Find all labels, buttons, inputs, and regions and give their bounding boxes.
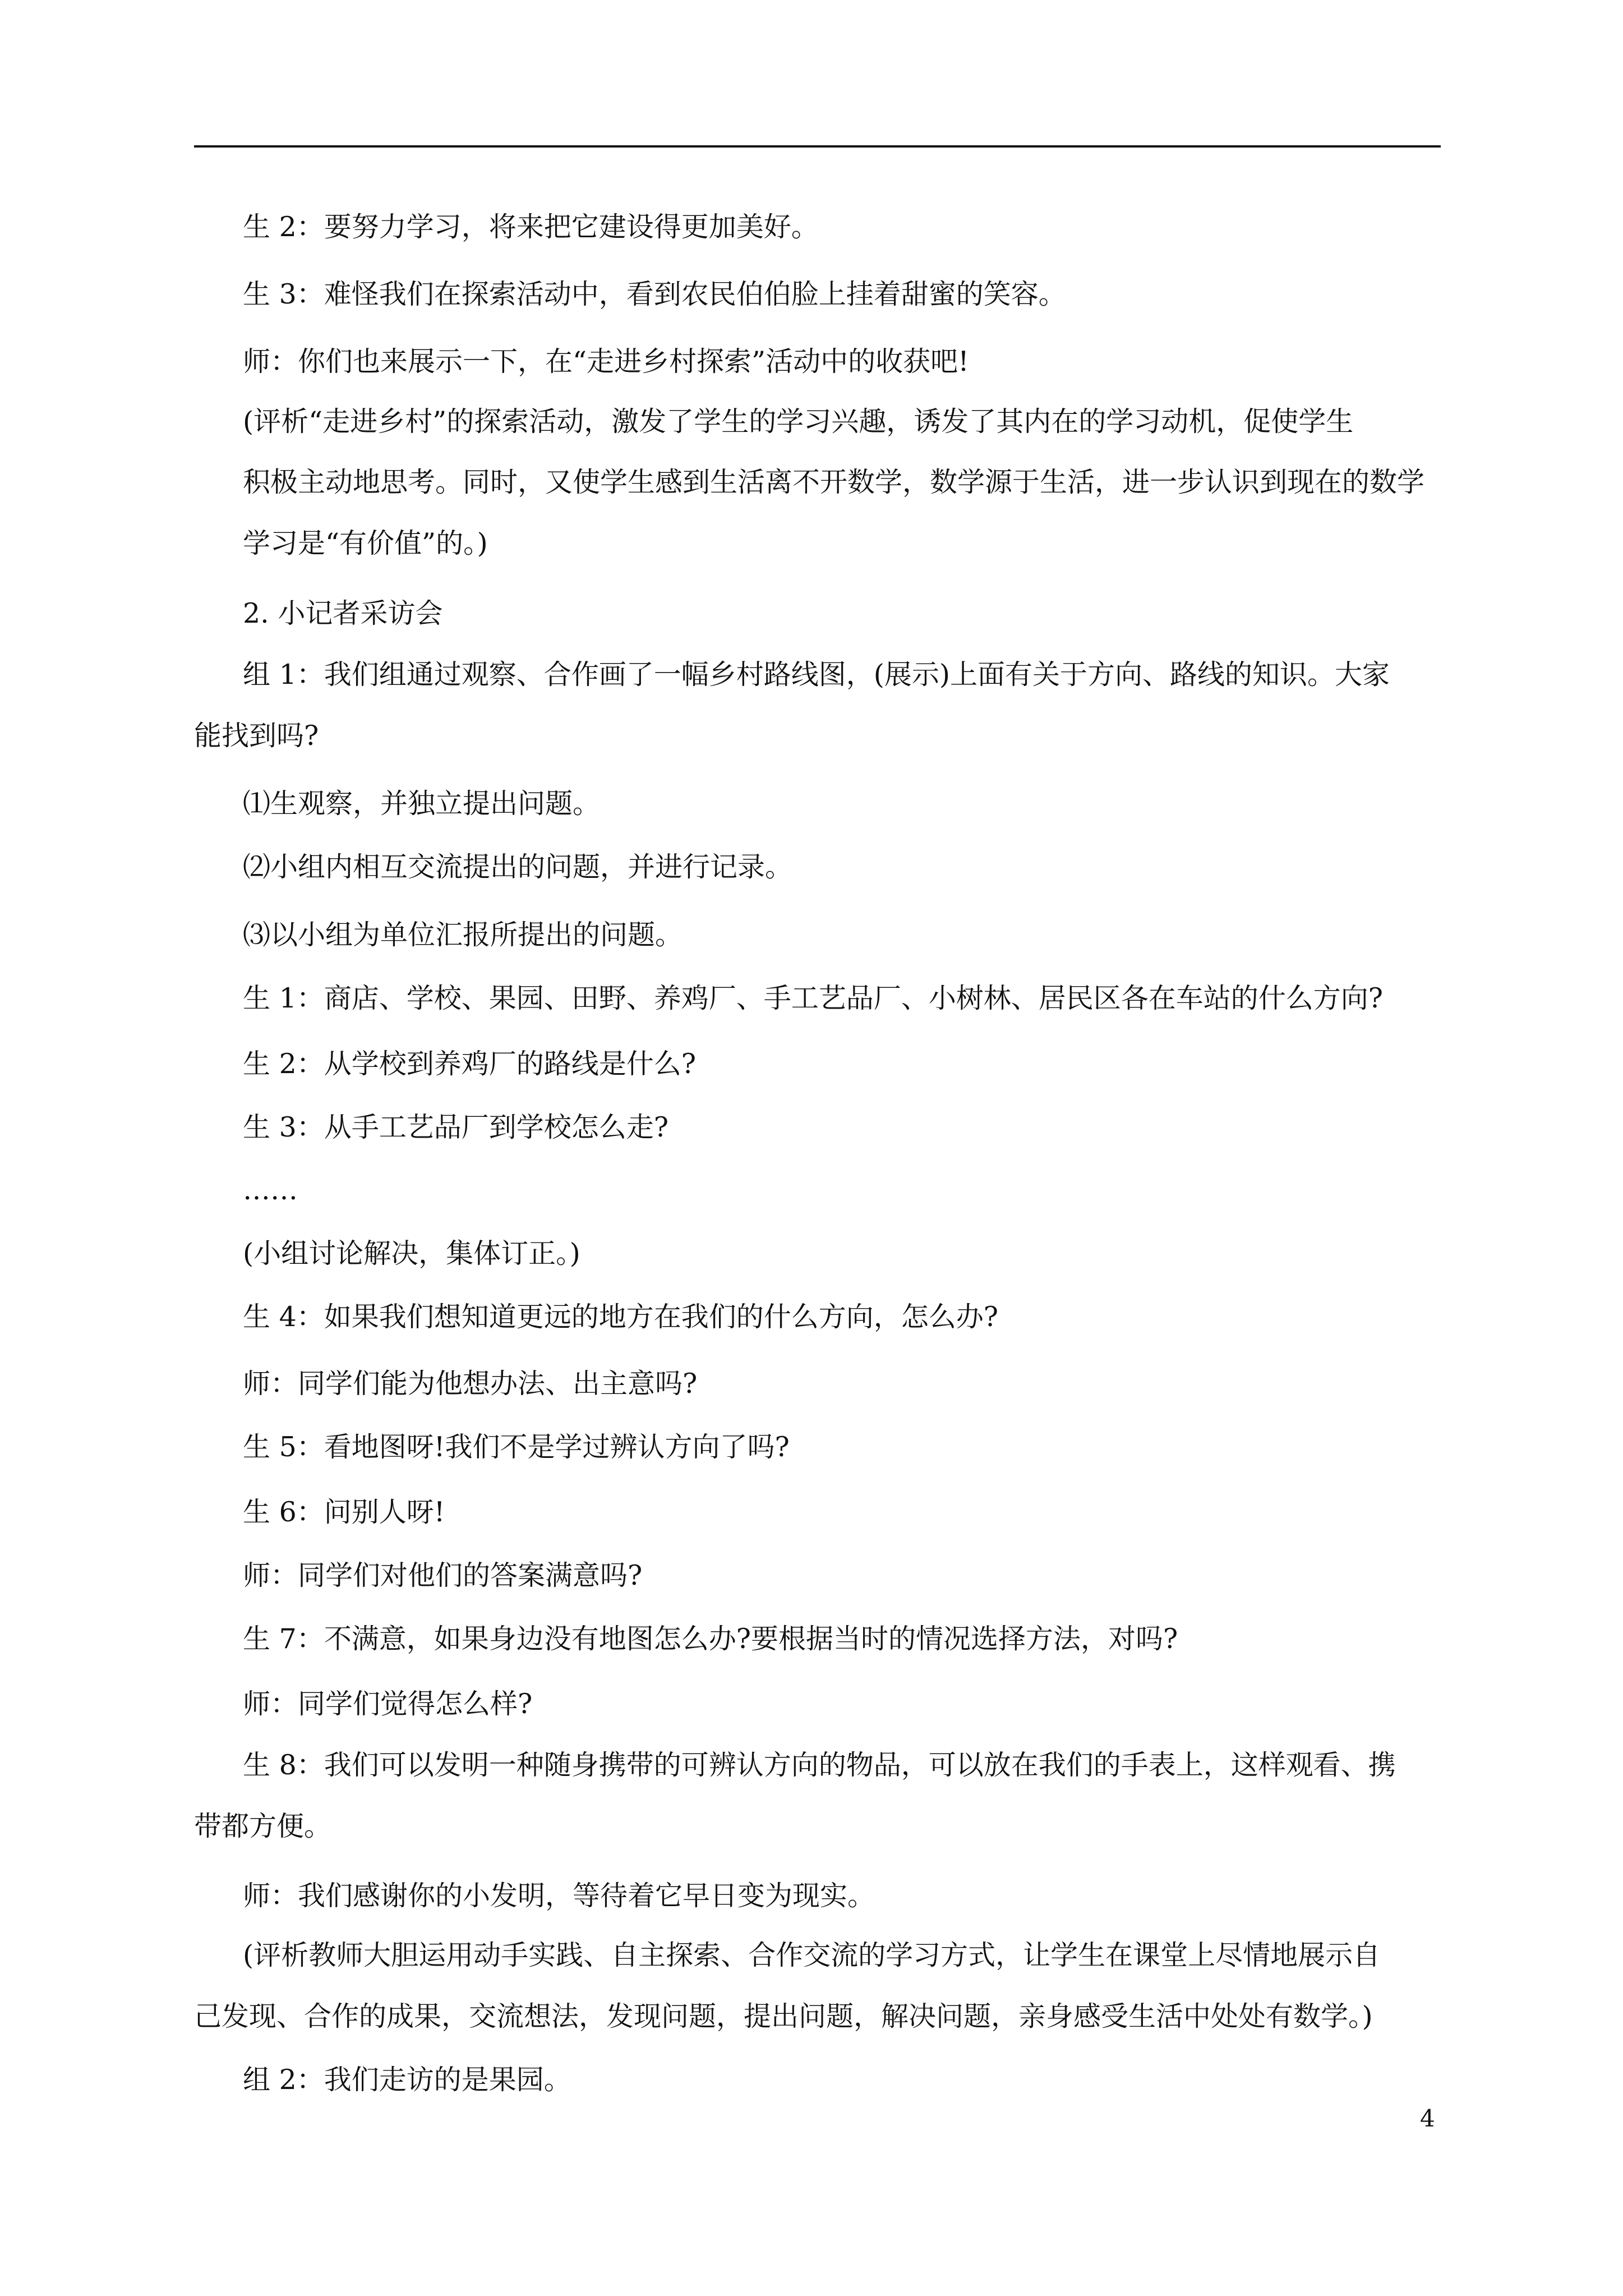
text-line: 能找到吗? [194,720,319,752]
text-line: 生 2：从学校到养鸡厂的路线是什么? [243,1048,697,1080]
text-line: …… [243,1174,298,1206]
text-line: 师：同学们能为他想办法、出主意吗? [243,1368,698,1400]
list-item: ⑵小组内相互交流提出的问题，并进行记录。 [243,851,793,883]
text-line: 师：同学们对他们的答案满意吗? [243,1559,643,1591]
header-rule [194,145,1441,148]
section-heading: 2. 小记者采访会 [243,597,443,629]
text-line: 师：同学们觉得怎么样? [243,1688,533,1720]
text-line: 生 8：我们可以发明一种随身携带的可辨认方向的物品，可以放在我们的手表上，这样观看、携 [243,1749,1396,1781]
list-item: ⑴生观察，并独立提出问题。 [243,788,601,820]
text-line: 积极主动地思考。同时，又使学生感到生活离不开数学，数学源于生活，进一步认识到现在的数学 [243,466,1425,498]
text-line: 组 1：我们组通过观察、合作画了一幅乡村路线图，(展示)上面有关于方向、路线的知识。大家 [243,659,1390,691]
text-line: 组 2：我们走访的是果园。 [243,2064,571,2096]
text-line: 师：你们也来展示一下，在“走进乡村探索”活动中的收获吧! [243,346,969,378]
text-line: (小组讨论解决，集体订正。) [243,1237,580,1269]
text-line: 生 7：不满意，如果身边没有地图怎么办?要根据当时的情况选择方法，对吗? [243,1623,1178,1655]
text-line: 带都方便。 [194,1810,332,1842]
text-line: 生 6：问别人呀! [243,1496,445,1528]
list-item: ⑶以小组为单位汇报所提出的问题。 [243,919,683,951]
text-line: (评析教师大胆运用动手实践、自主探索、合作交流的学习方式，让学生在课堂上尽情地展示自 [243,1939,1381,1971]
text-line: 生 1：商店、学校、果园、田野、养鸡厂、手工艺品厂、小树林、居民区各在车站的什么方向? [243,982,1384,1014]
text-line: (评析“走进乡村”的探索活动，激发了学生的学习兴趣，诱发了其内在的学习动机，促使学生 [243,406,1354,438]
text-line: 师：我们感谢你的小发明，等待着它早日变为现实。 [243,1880,875,1912]
text-line: 生 5：看地图呀!我们不是学过辨认方向了吗? [243,1431,790,1463]
text-line: 生 2：要努力学习，将来把它建设得更加美好。 [243,211,819,243]
page-number: 4 [1420,2105,1435,2132]
text-line: 生 3：难怪我们在探索活动中，看到农民伯伯脸上挂着甜蜜的笑容。 [243,278,1066,310]
text-line: 己发现、合作的成果，交流想法，发现问题，提出问题，解决问题，亲身感受生活中处处有数学。) [194,2000,1373,2032]
text-line: 生 3：从手工艺品厂到学校怎么走? [243,1111,669,1143]
text-line: 学习是“有价值”的。) [243,527,488,559]
text-line: 生 4：如果我们想知道更远的地方在我们的什么方向，怎么办? [243,1301,999,1333]
